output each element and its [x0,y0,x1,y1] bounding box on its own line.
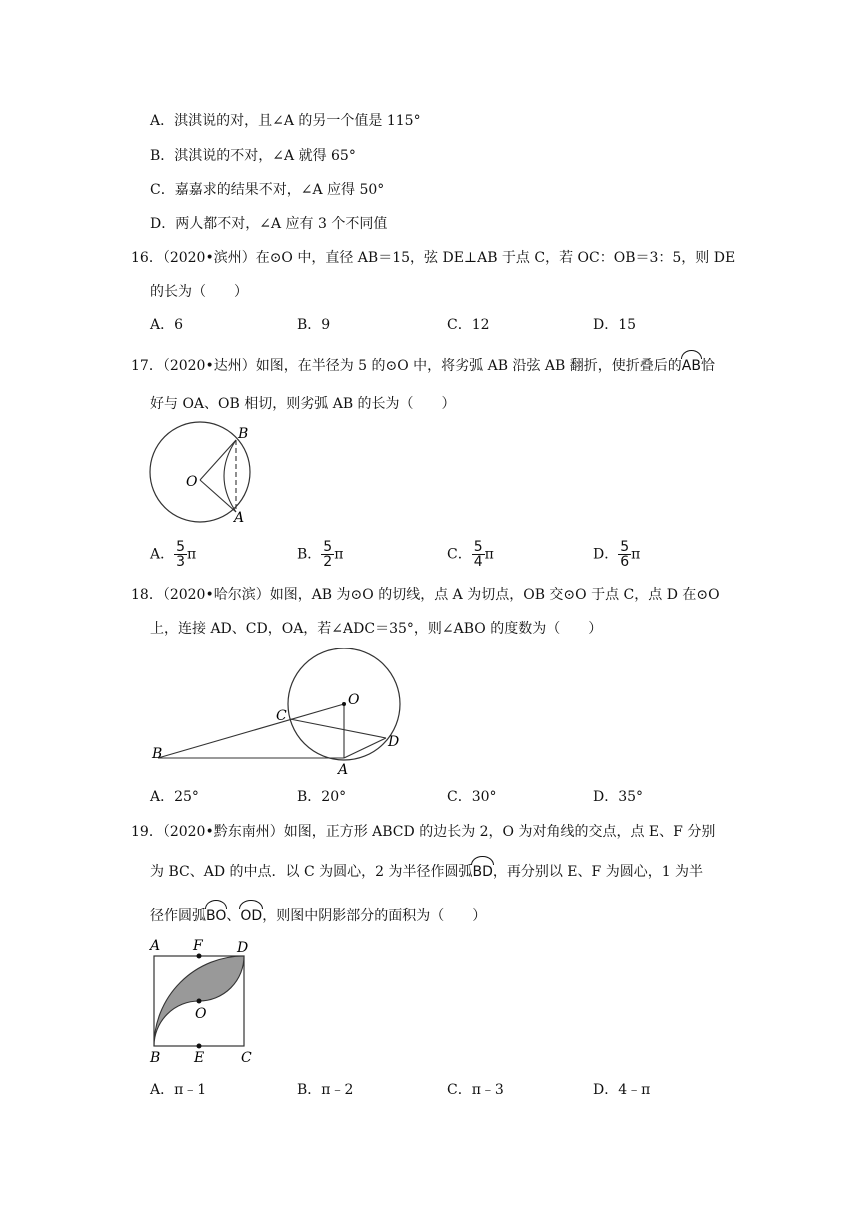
q17-label-b: B [238,426,249,442]
q19-arc-od: OD [240,908,263,924]
q17-option-b: B． $\frac{5}{2}$ π [297,539,344,570]
q17-line-oa [200,480,236,512]
q18-label-b: B [152,746,163,762]
q17-circle [150,422,250,522]
q19-arc-bd: BD [472,864,493,880]
q19-dot-e [197,1044,202,1049]
q17-option-c: C． $\frac{5}{4}$ π [447,539,494,570]
q18-label-d: D [388,734,400,750]
q19-label-o: O [195,1006,207,1022]
q17-label-o: O [186,474,198,490]
q19-option-a: A．π﹣1 [150,1082,207,1098]
q18-figure [148,648,418,778]
q16-stem-line2: 的长为（ ） [150,284,248,300]
q19-dot-o [197,999,202,1004]
q19-stem-line1: 19．（2020•黔东南州）如图，正方形 ABCD 的边长为 2，O 为对角线的交点，点 E、F 分别 [131,824,716,840]
q16-option-d: D．15 [593,317,637,333]
q19-label-a: A [150,938,161,954]
q16-option-a: A．6 [150,317,184,333]
q18-stem-line1: 18．（2020•哈尔滨）如图，AB 为⊙O 的切线，点 A 为切点，OB 交⊙O 于点 C，点 D 在⊙O [131,587,720,603]
q18-center-dot [342,702,346,706]
q17-stem-text-b: 恰 [700,358,715,374]
q15-option-b: B．淇淇说的不对，∠A 就得 65° [150,148,356,164]
q17-arc-ab: AB [681,358,701,374]
q19-label-f: F [193,938,203,954]
q18-option-c: C．30° [447,789,497,805]
q19-label-c: C [241,1050,252,1066]
q17-figure [148,420,258,524]
q19-option-b: B．π﹣2 [297,1082,354,1098]
q18-label-a: A [338,762,349,778]
q15-option-a: A．淇淇说的对，且∠A 的另一个值是 115° [150,113,421,129]
q18-line-ad [344,738,386,758]
q19-stem-line3: 径作圆弧BO、OD，则图中阴影部分的面积为（ ） [150,908,487,924]
q15-option-d: D．两人都不对，∠A 应有 3 个不同值 [150,216,388,232]
q17-stem-text-a: 17．（2020•达州）如图，在半径为 5 的⊙O 中，将劣弧 AB 沿弦 AB 翻折，使折叠后的 [131,358,682,374]
q16-option-c: C．12 [447,317,490,333]
q18-stem-line2: 上，连接 AD、CD，OA，若∠ADC＝35°，则∠ABO 的度数为（ ） [150,621,603,637]
q15-option-c: C．嘉嘉求的结果不对，∠A 应得 50° [150,182,385,198]
q18-label-o: O [348,692,360,708]
q16-stem-line1: 16．（2020•滨州）在⊙O 中，直径 AB＝15，弦 DE⊥AB 于点 C，若 OC：OB＝3：5，则 DE [131,250,736,266]
q18-option-a: A．25° [150,789,199,805]
q16-option-b: B．9 [297,317,331,333]
q18-line-bo [158,704,344,758]
q17-stem-line1 [131,356,715,376]
q19-dot-f [197,954,202,959]
q19-stem-line2: 为 BC、AD 的中点．以 C 为圆心，2 为半径作圆弧BD，再分别以 E、F 为圆心，1 为半 [150,864,704,880]
q17-line-ob [200,440,236,480]
q19-label-d: D [237,940,249,956]
q19-option-d: D．4﹣π [593,1082,651,1098]
q19-arc-bo: BO [206,908,227,924]
q18-option-d: D．35° [593,789,644,805]
q18-line-cd [290,719,386,738]
q17-option-a: A． $\frac{5}{3}$ π [150,539,197,570]
q17-label-a: A [234,510,245,524]
q17-option-d: D． $\frac{5}{6}$ π [593,539,641,570]
q19-option-c: C．π﹣3 [447,1082,504,1098]
q18-label-c: C [276,708,287,724]
q17-stem-line2: 好与 OA、OB 相切，则劣弧 AB 的长为（ ） [150,396,456,412]
q19-label-b: B [150,1050,161,1066]
q19-figure [145,936,265,1068]
q19-label-e: E [194,1050,205,1066]
q18-option-b: B．20° [297,789,347,805]
